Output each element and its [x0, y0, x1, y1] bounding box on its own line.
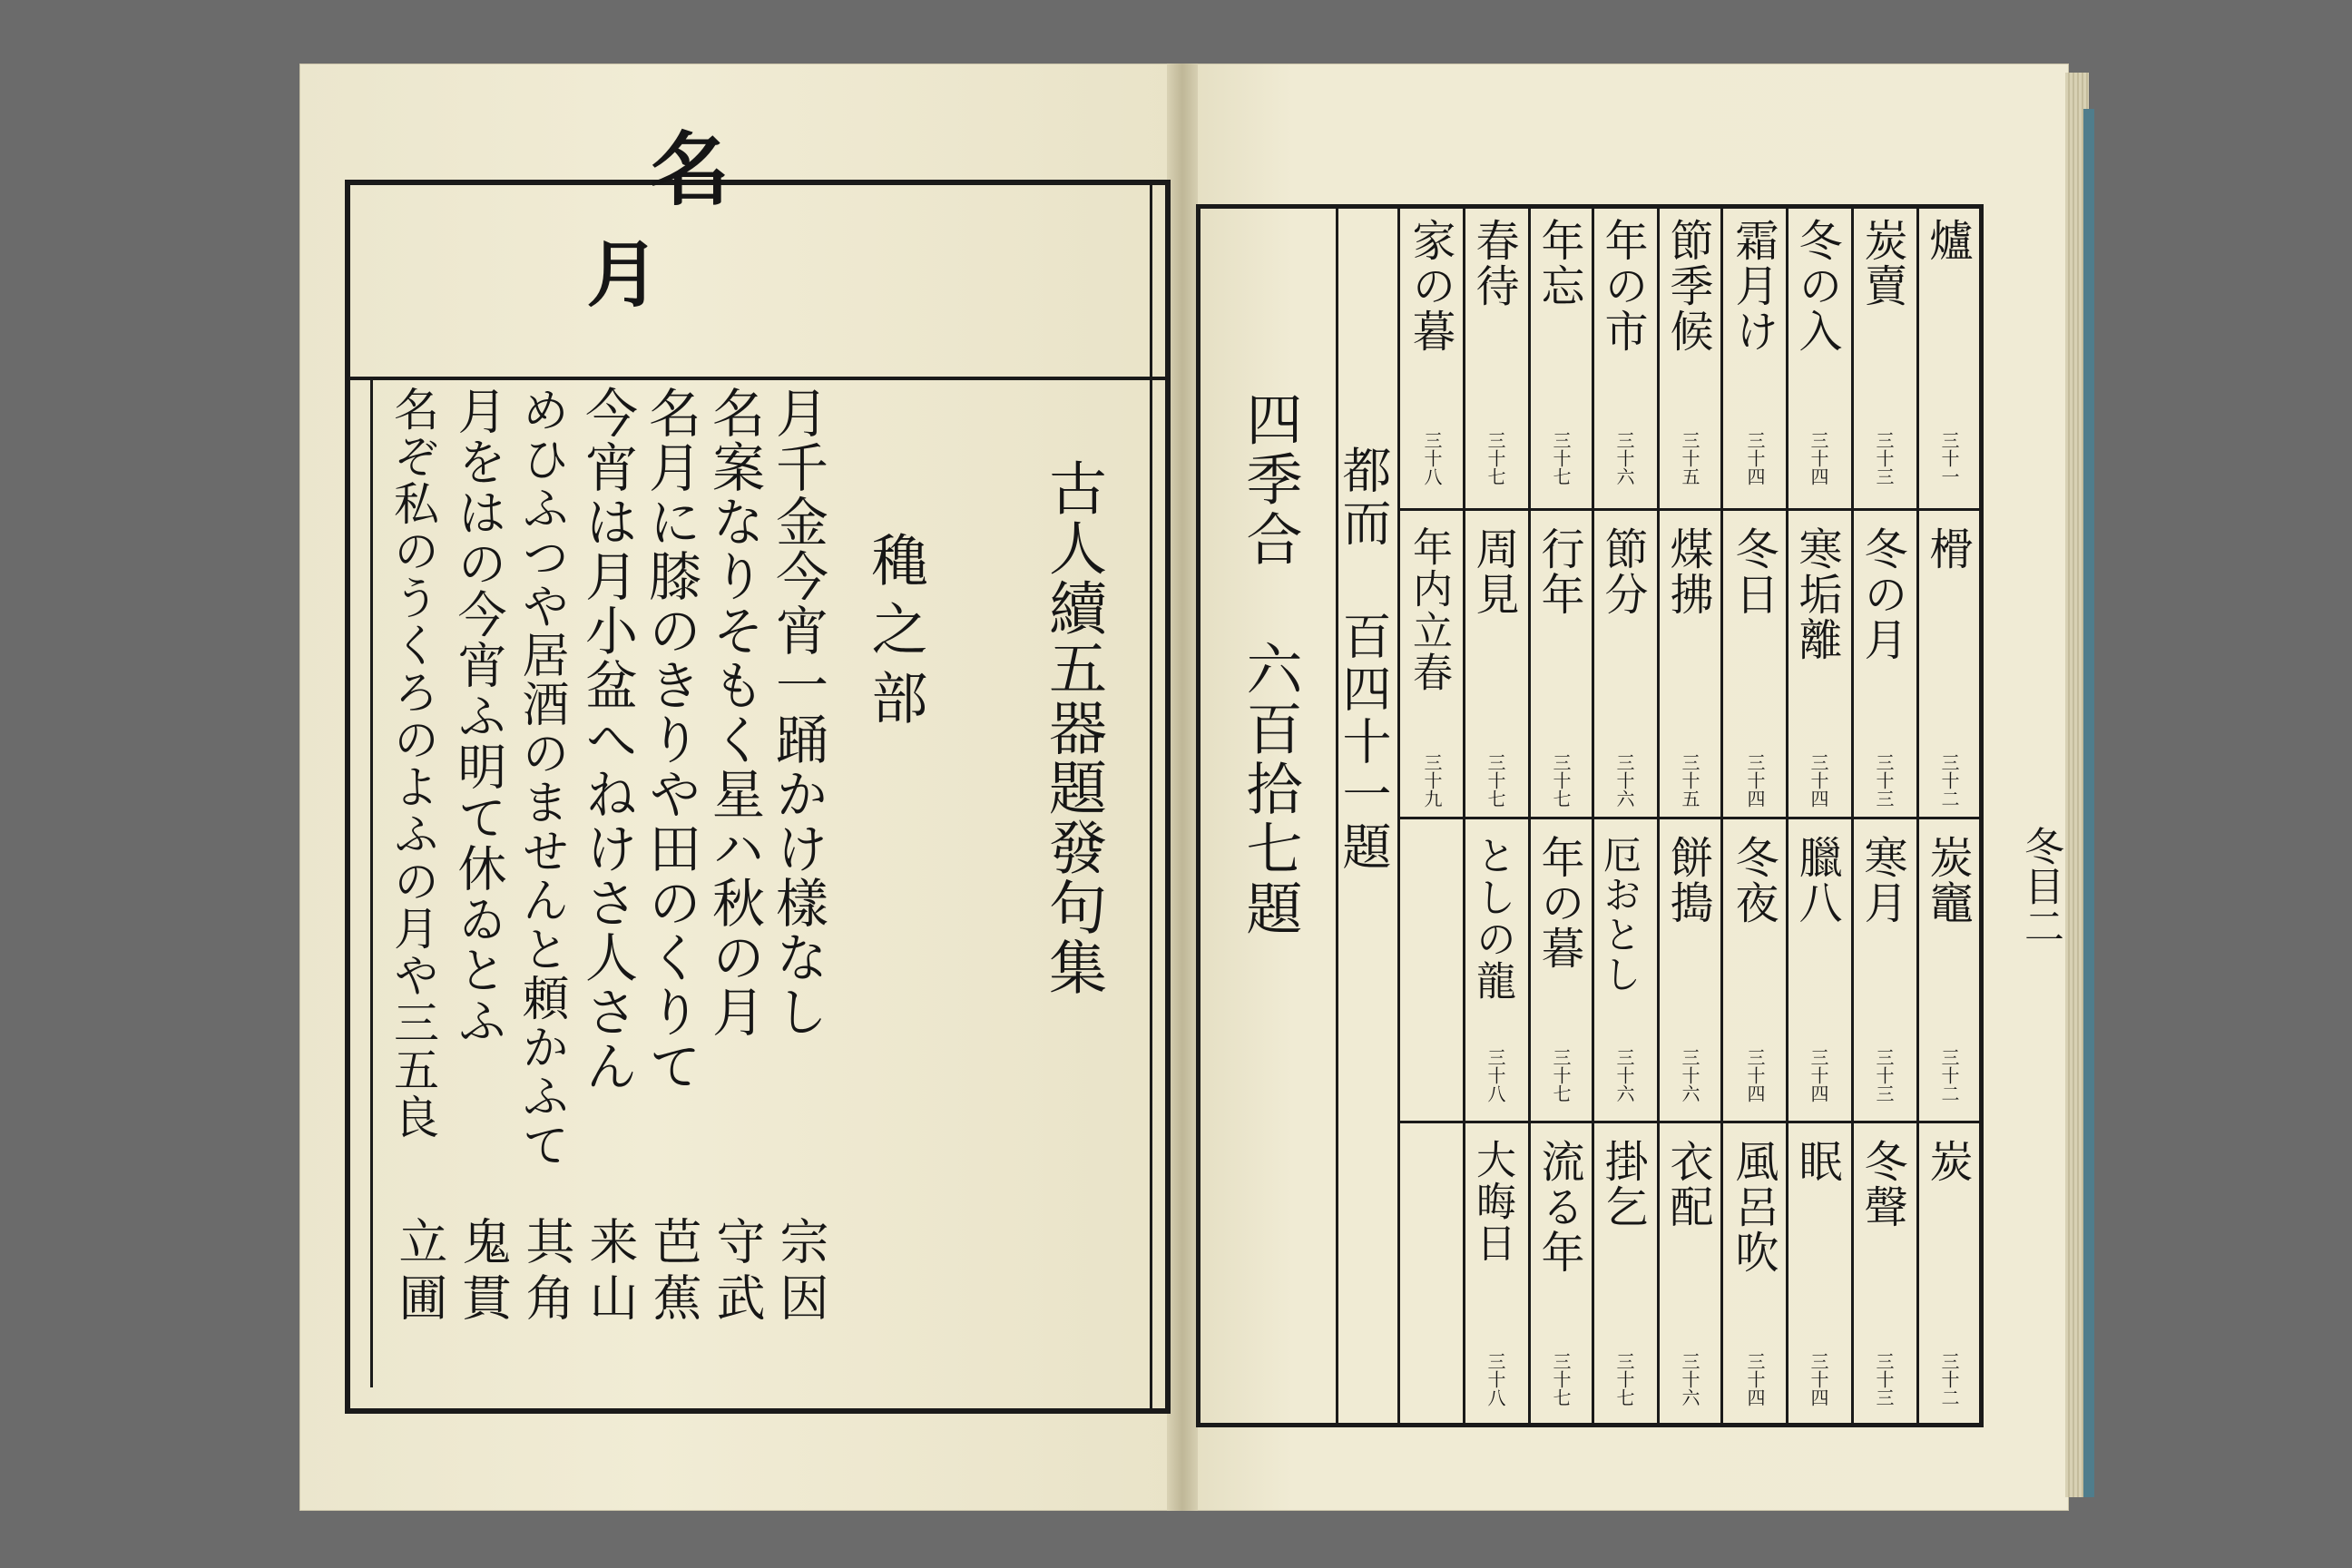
- subheading-rule: [1397, 204, 1400, 1427]
- haiku-line-3: 名月に膝のきりや田のくりて: [640, 386, 701, 1093]
- author-1: 宗因: [772, 1216, 829, 1328]
- cell-c6-r2: 節分: [1597, 526, 1648, 617]
- author-2: 守武: [709, 1216, 766, 1328]
- haiku-line-6: 月をはの今宵ふ明て休ゐとふ: [450, 386, 507, 1046]
- row-rule-2: [1397, 817, 1984, 819]
- cell-c6-r1-num: 三十六: [1613, 431, 1635, 485]
- cell-c5-r2: 煤拂: [1662, 526, 1713, 617]
- cell-c8-r3: としの龍: [1469, 835, 1515, 1002]
- cell-c2-r1: 炭賣: [1857, 218, 1907, 309]
- cell-c4-r2-num: 三十四: [1744, 753, 1766, 808]
- blue-cover-edge: [2083, 109, 2094, 1497]
- col-rule-3: [1592, 204, 1594, 1427]
- cell-c2-r3: 寒月: [1857, 835, 1907, 926]
- title-char-1: 名: [637, 127, 731, 207]
- table-subheading: 都而 百四十一題: [1335, 445, 1392, 874]
- col-rule-4: [1657, 204, 1660, 1427]
- cell-c9-r2: 年内立春: [1406, 526, 1452, 693]
- col-rule-7: [1851, 204, 1854, 1427]
- col-rule-1: [1463, 204, 1465, 1427]
- cell-c1-r4: 炭: [1922, 1139, 1973, 1184]
- cell-c5-r2-num: 三十五: [1679, 753, 1700, 808]
- cell-c3-r2: 寒垢離: [1791, 526, 1842, 662]
- cell-c7-r4: 流る年: [1534, 1139, 1584, 1275]
- col-rule-6: [1786, 204, 1788, 1427]
- cell-c3-r1-num: 三十四: [1808, 431, 1829, 485]
- book-gutter: [1167, 64, 1198, 1511]
- cell-c6-r1: 年の市: [1597, 218, 1648, 354]
- cell-c1-r1: 爐: [1922, 218, 1973, 263]
- cell-c2-r4-num: 三十三: [1873, 1352, 1895, 1406]
- cell-c5-r3: 餅搗: [1662, 835, 1713, 926]
- title-separator: [345, 377, 1171, 380]
- cell-c2-r2: 冬の月: [1857, 526, 1907, 662]
- cell-c8-r1: 春待: [1468, 218, 1519, 309]
- cell-c1-r3: 炭竈: [1922, 835, 1973, 926]
- cell-c1-r1-num: 三十一: [1938, 431, 1960, 485]
- title-char-2: 月: [574, 236, 660, 309]
- cell-c4-r4: 風呂吹: [1728, 1139, 1779, 1275]
- author-7: 立圃: [391, 1216, 448, 1328]
- cell-c3-r3: 臘八: [1791, 835, 1842, 926]
- cell-c2-r2-num: 三十三: [1873, 753, 1895, 808]
- cell-c4-r1-num: 三十四: [1744, 431, 1766, 485]
- cell-c4-r1: 霜月け: [1728, 218, 1779, 354]
- cell-c5-r1: 節季候: [1662, 218, 1713, 354]
- cell-c4-r3: 冬夜: [1728, 835, 1779, 926]
- cell-c8-r1-num: 三十七: [1485, 431, 1506, 485]
- cell-c5-r1-num: 三十五: [1679, 431, 1700, 485]
- cell-c8-r2-num: 三十七: [1485, 753, 1506, 808]
- row-rule-3: [1397, 1121, 1984, 1123]
- author-5: 其角: [518, 1216, 575, 1328]
- haiku-line-7: 名ぞ私のうくろのよふの月や三五良: [387, 386, 439, 1141]
- cell-c5-r4: 衣配: [1662, 1139, 1713, 1230]
- cell-c6-r4: 掛乞: [1597, 1139, 1648, 1230]
- cell-c1-r2-num: 三十二: [1938, 753, 1960, 808]
- cell-c7-r2: 行年: [1534, 526, 1584, 617]
- author-6: 鬼貫: [455, 1216, 512, 1328]
- cell-c7-r1: 年忘: [1534, 218, 1584, 309]
- cell-c4-r2: 冬日: [1728, 526, 1779, 617]
- table-heading: 四季合 六百拾七題: [1237, 390, 1303, 939]
- cell-c8-r3-num: 三十八: [1485, 1048, 1506, 1102]
- cell-c3-r3-num: 三十四: [1808, 1048, 1829, 1102]
- cell-c9-r1-num: 三十八: [1421, 431, 1443, 485]
- row-rule-1: [1397, 508, 1984, 511]
- cell-c1-r4-num: 三十二: [1938, 1352, 1960, 1406]
- cell-c6-r3-num: 三十六: [1613, 1048, 1635, 1102]
- cell-c8-r4-num: 三十八: [1485, 1352, 1506, 1406]
- haiku-line-1: 月千金今宵一踊かけ樣なし: [767, 386, 828, 1039]
- author-3: 芭蕉: [645, 1216, 702, 1328]
- cell-c2-r3-num: 三十三: [1873, 1048, 1895, 1102]
- cell-c4-r3-num: 三十四: [1744, 1048, 1766, 1102]
- cell-c2-r1-num: 三十三: [1873, 431, 1895, 485]
- cell-c3-r2-num: 三十四: [1808, 753, 1829, 808]
- cell-c4-r4-num: 三十四: [1744, 1352, 1766, 1406]
- cell-c7-r4-num: 三十七: [1550, 1352, 1572, 1406]
- cell-c2-r4: 冬聲: [1857, 1139, 1907, 1230]
- cell-c8-r2: 周見: [1468, 526, 1519, 617]
- haiku-line-4: 今宵は月小盆へねけさ人さん: [576, 386, 638, 1093]
- col-rule-8: [1916, 204, 1919, 1427]
- haiku-line-2: 名案なりそもく星ハ秋の月: [703, 386, 765, 1039]
- cell-c7-r1-num: 三十七: [1550, 431, 1572, 485]
- cell-c6-r3: 厄おとし: [1598, 835, 1642, 995]
- cell-c9-r2-num: 三十九: [1421, 753, 1443, 808]
- cell-c3-r1: 冬の入: [1791, 218, 1842, 354]
- cell-c6-r4-num: 三十七: [1613, 1352, 1635, 1406]
- cell-c8-r4: 大晦日: [1469, 1139, 1515, 1264]
- book-title: 古人續五器題發句集: [1039, 458, 1106, 997]
- col-rule-5: [1720, 204, 1723, 1427]
- cell-c7-r2-num: 三十七: [1550, 753, 1572, 808]
- cell-c6-r2-num: 三十六: [1613, 753, 1635, 808]
- side-label: 冬目二: [2017, 826, 2063, 946]
- table-frame: [1196, 204, 1984, 1427]
- cell-c3-r4: 眠: [1791, 1139, 1842, 1184]
- cell-c5-r3-num: 三十六: [1679, 1048, 1700, 1102]
- cell-c7-r3-num: 三十七: [1550, 1048, 1572, 1102]
- cell-c9-r1: 家の暮: [1405, 218, 1455, 354]
- cell-c1-r3-num: 三十二: [1938, 1048, 1960, 1102]
- col-rule-2: [1528, 204, 1531, 1427]
- cell-c5-r4-num: 三十六: [1679, 1352, 1700, 1406]
- section-title: 穐之部: [862, 531, 928, 738]
- cell-c1-r2: 榾: [1922, 526, 1973, 572]
- cell-c3-r4-num: 三十四: [1808, 1352, 1829, 1406]
- cell-c7-r3: 年の暮: [1534, 835, 1584, 971]
- haiku-line-5: めひふつや居酒のませんと頼かふて: [514, 386, 568, 1170]
- author-4: 来山: [582, 1216, 639, 1328]
